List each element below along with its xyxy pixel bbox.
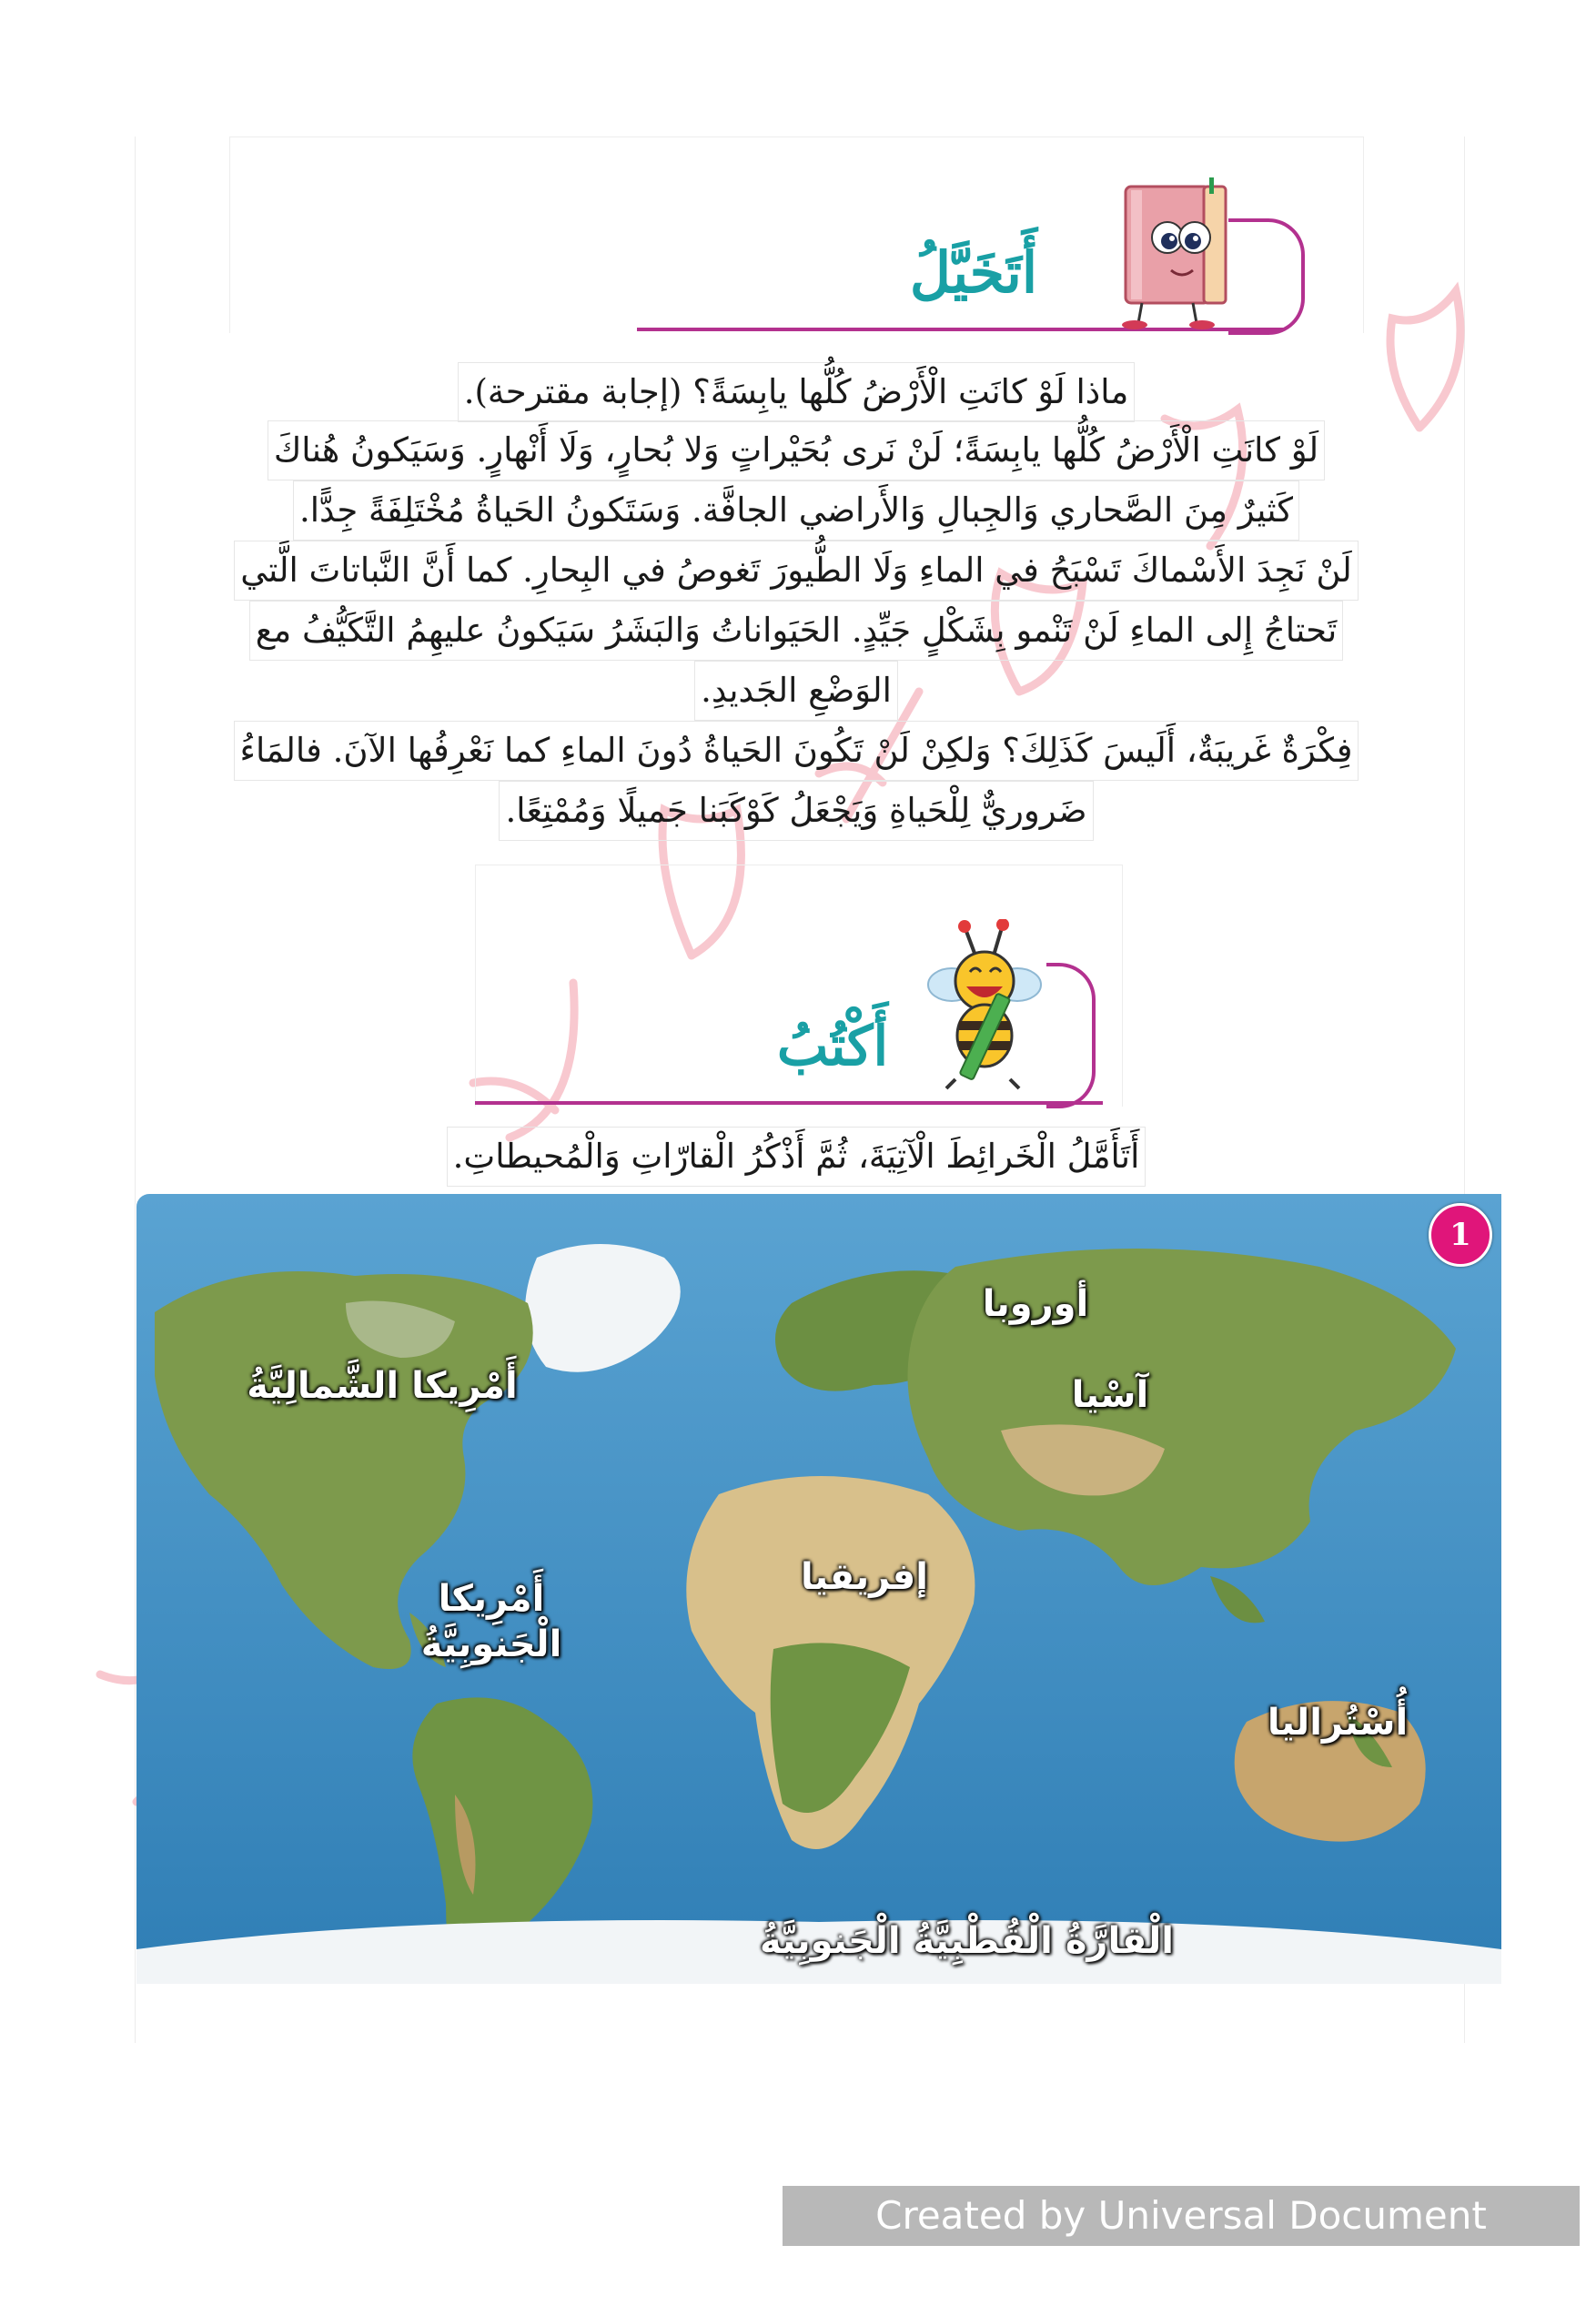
instruction-text: أَتَأَمَّلُ الْخَرائِطَ الْآتِيَةَ، ثُمَّ أَذْكُرُ الْقارّاتِ وَالْمُحيطاتِ. <box>447 1127 1146 1187</box>
map-number-badge: 1 <box>1429 1203 1492 1267</box>
map-label-australia: أُسْتُراليا <box>1267 1702 1409 1744</box>
map-label-africa: إفريقيا <box>801 1556 928 1598</box>
answer-line: الوَضْعِ الجَديدِ. <box>694 661 898 721</box>
map-label-antarctica: الْقارَّةُ الْقُطْبِيَّةُ الْجَنوبِيَّةُ <box>760 1920 1174 1962</box>
converter-footer-banner: Created by Universal Document Converter <box>783 2186 1580 2246</box>
answer-line: تَحتاجُ إِلى الماءِ لَنْ تَنْمو بِشَكْلٍ جَيِّدٍ. الحَيَواناتُ وَالبَشَرُ سَيَكونُ عليهِمُ التَّكَيُّفُ مع <box>249 601 1344 661</box>
map-label-asia: آسْيا <box>1071 1374 1149 1416</box>
imagine-question <box>127 362 1465 422</box>
answer-line: كَثيرٌ مِنَ الصَّحاري وَالجِبالِ وَالأَراضي الجافَّة. وَسَتَكونُ الحَياةُ مُخْتَلِفَةً جِدًّا. <box>293 480 1299 541</box>
map-label-south-america-line2: الْجَنوبِيَّةُ <box>420 1623 562 1665</box>
map-label-south-america <box>409 1576 573 1667</box>
answer-line: لَوْ كانَتِ الْأَرْضُ كُلُّها يابِسَةً؛ لَنْ نَرى بُحَيْراتٍ وَلا بُحارٍ، وَلَا أَنْهارٍ. وَسَيَكونُ هُناكَ <box>268 420 1325 480</box>
answer-line: ضَروريٌّ لِلْحَياةِ وَيَجْعَلُ كَوْكَبَنا جَميلًا وَمُمْتِعًا. <box>499 781 1093 841</box>
imagine-title: أَتَخَيَّلُ <box>909 239 1038 306</box>
write-instruction <box>127 1127 1465 1187</box>
map-label-europe: أوروبا <box>982 1283 1089 1325</box>
world-map <box>136 1194 1501 1984</box>
imagine-answer <box>127 420 1465 841</box>
answer-line: فِكْرَةٌ غَريبَةٌ، أَلَيسَ كَذَلِكَ؟ وَلكِنْ لَنْ تَكُونَ الحَياةُ دُونَ الماءِ كما نَعْرِفُها الآنَ. فالمَاءُ <box>234 721 1359 781</box>
write-heading-cap <box>1046 963 1096 1108</box>
write-heading-underline <box>475 1101 1103 1105</box>
map-label-south-america-line1: أَمْرِيكا <box>438 1578 545 1620</box>
question-text: ماذا لَوْ كانَتِ الْأَرْضُ كُلُّها يابِسَةً؟ (إجابة مقترحة). <box>458 362 1136 422</box>
map-label-north-america: أَمْرِيكا الشَّمالِيَّةُ <box>247 1365 518 1407</box>
book-character-icon <box>1115 177 1242 332</box>
answer-line: لَنْ نَجِدَ الأَسْماكَ تَسْبَحُ في الماءِ وَلَا الطُّيورَ تَغوصُ في البِحارِ. كما أَنَّ النَّباتاتَ الَّتي <box>234 541 1359 601</box>
write-title: أَكْتُبُ <box>776 1015 889 1078</box>
bee-pencil-icon <box>919 919 1046 1092</box>
